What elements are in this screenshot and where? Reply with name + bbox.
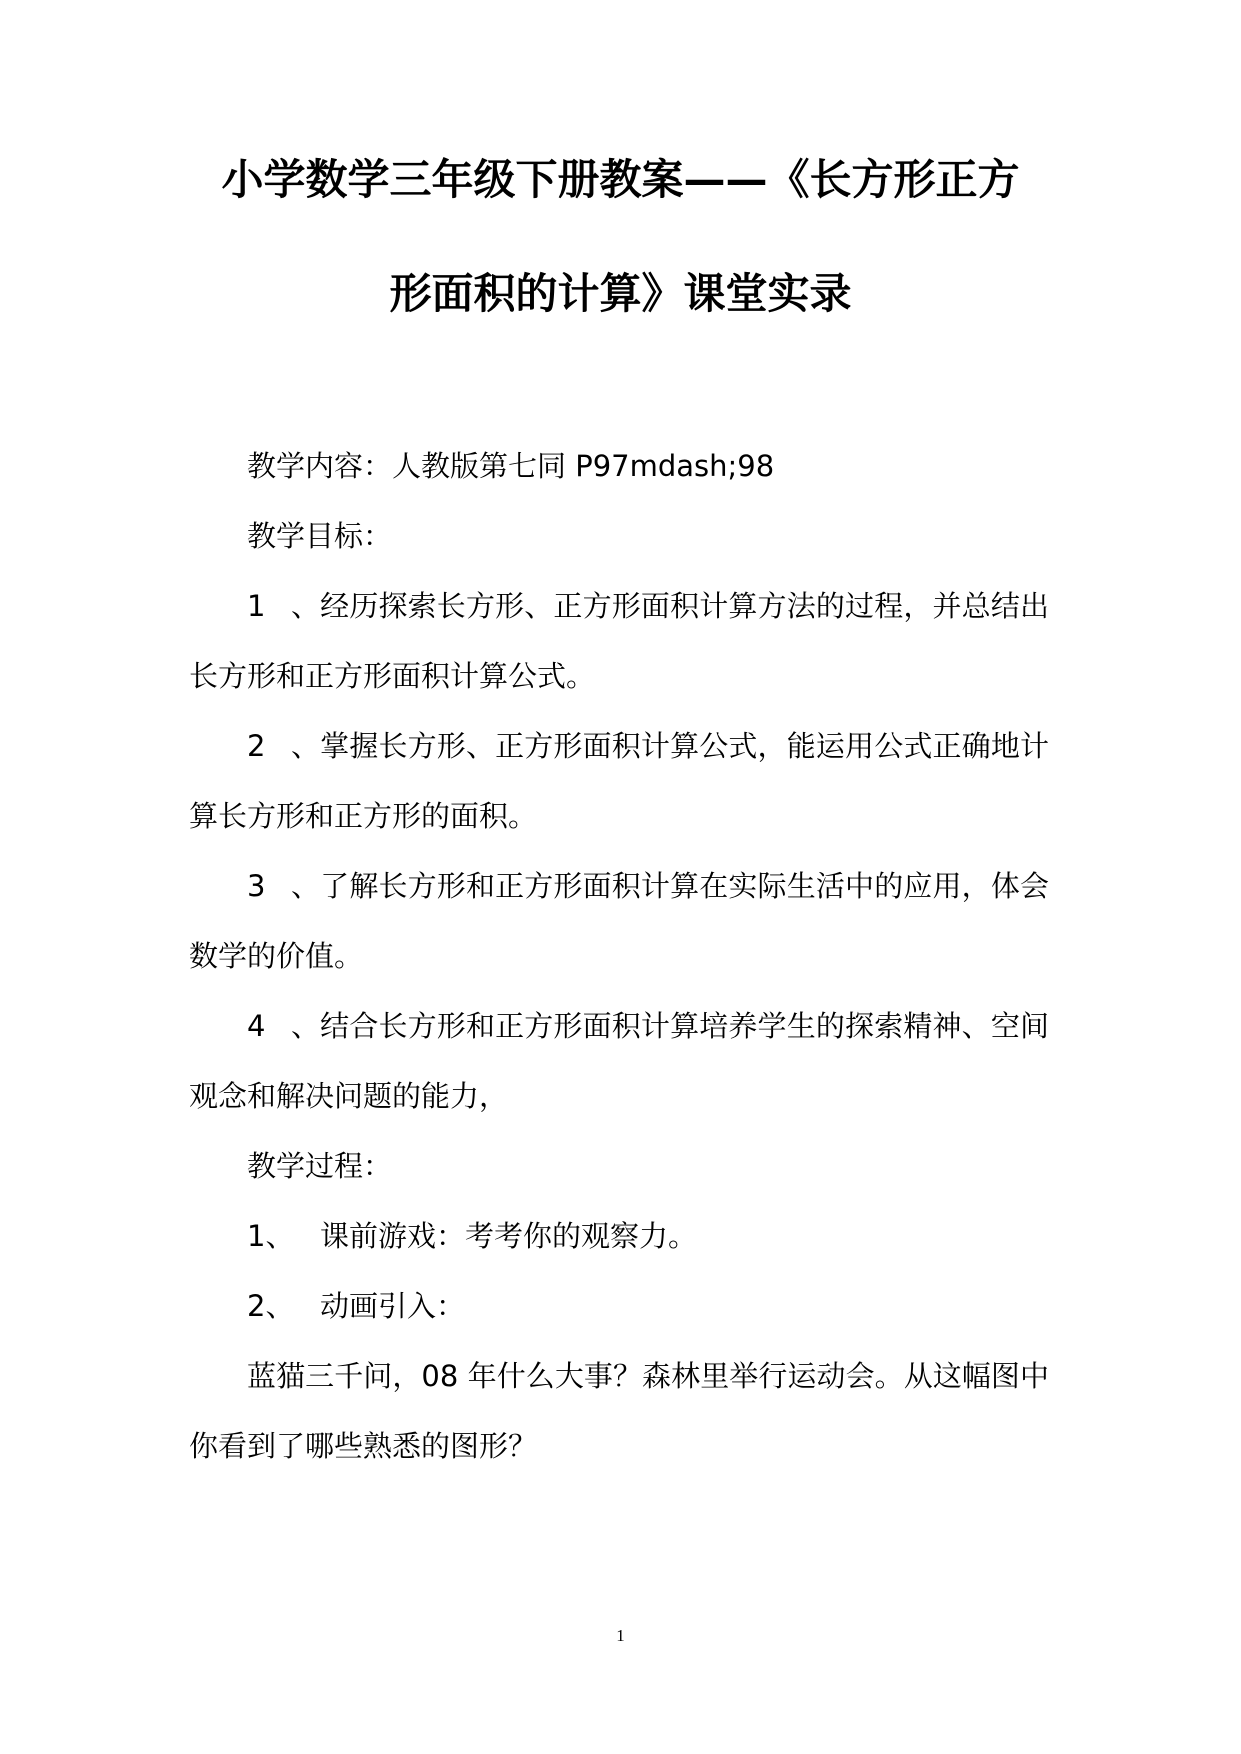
process-item-2 <box>247 1284 1107 1328</box>
objective-item-2-line-1 <box>247 724 1049 768</box>
process-heading: 教学过程： <box>247 1149 393 1183</box>
objective-number: 3、 <box>247 869 320 903</box>
objective-number: 2、 <box>247 729 320 763</box>
objective-item-4-line-1 <box>247 1004 1049 1048</box>
objective-number: 1、 <box>247 589 320 623</box>
objective-item-4-line-2: 观念和解决问题的能力， <box>189 1079 509 1113</box>
paragraph-line-2: 你看到了哪些熟悉的图形？ <box>189 1429 538 1463</box>
objective-item-1-line-1 <box>247 584 1049 628</box>
process-number: 2、 <box>247 1289 295 1323</box>
objective-text: 掌握长方形、正方形面积计算公式，能运用公式正确地计 <box>320 729 1049 763</box>
process-number: 1、 <box>247 1219 295 1253</box>
objectives-heading: 教学目标： <box>247 519 393 553</box>
objective-item-3-line-2: 数学的价值。 <box>189 939 364 973</box>
objective-item-2-line-2: 算长方形和正方形的面积。 <box>189 799 538 833</box>
objective-text: 经历探索长方形、正方形面积计算方法的过程，并总结出 <box>320 589 1049 623</box>
document-title-line-2: 形面积的计算》课堂实录 <box>389 269 852 318</box>
objective-item-1-line-2: 长方形和正方形面积计算公式。 <box>189 659 596 693</box>
document-title-line-1: 小学数学三年级下册教案——《长方形正方 <box>221 155 1020 204</box>
teaching-content-line: 教学内容：人教版第七同 P97mdash;98 <box>247 449 775 483</box>
objective-item-3-line-1 <box>247 864 1049 908</box>
process-item-1 <box>247 1214 1107 1258</box>
objective-text: 了解长方形和正方形面积计算在实际生活中的应用，体会 <box>320 869 1049 903</box>
process-text: 课前游戏：考考你的观察力。 <box>320 1219 698 1253</box>
objective-number: 4、 <box>247 1009 320 1043</box>
process-text: 动画引入： <box>320 1289 466 1323</box>
paragraph-line-1: 蓝猫三千问，08 年什么大事？森林里举行运动会。从这幅图中 <box>247 1359 1049 1393</box>
page-number: 1 <box>616 1626 625 1645</box>
objective-text: 结合长方形和正方形面积计算培养学生的探索精神、空间 <box>320 1009 1049 1043</box>
